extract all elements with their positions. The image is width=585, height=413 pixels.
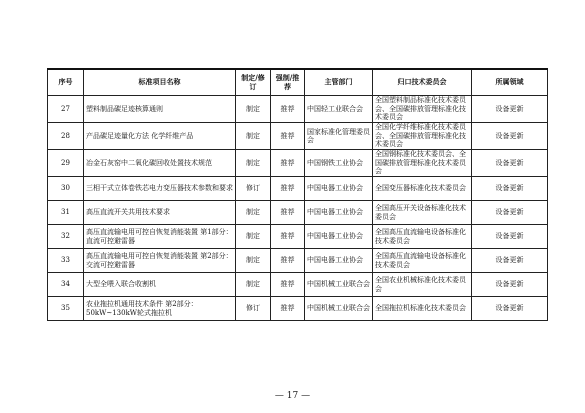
row-name: 大型全喂入联合收割机	[84, 273, 236, 297]
table-header-row	[48, 69, 548, 96]
row-field: 设备更新	[472, 123, 548, 150]
row-dept: 中国电器工业协会	[305, 225, 373, 249]
row-field: 设备更新	[472, 273, 548, 297]
row-nature: 推荐	[271, 225, 305, 249]
row-field: 设备更新	[472, 150, 548, 177]
row-dept: 国家标准化管理委员会	[305, 123, 373, 150]
table-row	[48, 123, 548, 150]
row-no: 35	[48, 297, 84, 321]
row-field: 设备更新	[472, 249, 548, 273]
row-type: 制定	[236, 201, 271, 225]
row-nature: 推荐	[271, 123, 305, 150]
standards-table	[47, 68, 548, 321]
row-type: 制定	[236, 96, 271, 123]
row-name: 产品碳足迹量化方法 化学纤维产品	[84, 123, 236, 150]
row-no: 30	[48, 177, 84, 201]
row-committee: 全国高压直流输电设备标准化技术委员会	[373, 225, 472, 249]
table-row	[48, 177, 548, 201]
page-number: — 17 —	[274, 391, 311, 401]
row-name: 农业拖拉机通用技术条件 第2部分：50kW~130kW轮式拖拉机	[84, 297, 236, 321]
row-name: 塑料制品碳足迹核算通则	[84, 96, 236, 123]
row-type: 修订	[236, 297, 271, 321]
header-committee: 归口技术委员会	[373, 69, 472, 96]
table-row	[48, 249, 548, 273]
row-field: 设备更新	[472, 225, 548, 249]
row-nature: 推荐	[271, 201, 305, 225]
row-field: 设备更新	[472, 96, 548, 123]
row-name: 高压直流开关共用技术要求	[84, 201, 236, 225]
row-field: 设备更新	[472, 297, 548, 321]
row-dept: 中国电器工业协会	[305, 249, 373, 273]
row-no: 32	[48, 225, 84, 249]
row-no: 29	[48, 150, 84, 177]
header-no: 序号	[48, 69, 84, 96]
row-type: 修订	[236, 177, 271, 201]
table-row	[48, 150, 548, 177]
row-field: 设备更新	[472, 201, 548, 225]
row-committee: 全国塑料制品标准化技术委员会、全国碳排放管理标准化技术委员会	[373, 96, 472, 123]
row-nature: 推荐	[271, 297, 305, 321]
table-row	[48, 225, 548, 249]
row-dept: 中国轻工业联合会	[305, 96, 373, 123]
table-row	[48, 273, 548, 297]
row-no: 33	[48, 249, 84, 273]
row-name: 冶金石灰窑中二氧化碳回收处置技术规范	[84, 150, 236, 177]
row-dept: 中国钢铁工业协会	[305, 150, 373, 177]
row-type: 制定	[236, 249, 271, 273]
row-nature: 推荐	[271, 273, 305, 297]
row-type: 制定	[236, 273, 271, 297]
row-name: 高压直流输电用可控自恢复消能装置 第2部分：交流可控避雷器	[84, 249, 236, 273]
row-no: 34	[48, 273, 84, 297]
row-nature: 推荐	[271, 150, 305, 177]
row-type: 制定	[236, 123, 271, 150]
row-committee: 全国农业机械标准化技术委员会	[373, 273, 472, 297]
header-nature: 强制/推荐	[271, 69, 305, 96]
row-type: 制定	[236, 225, 271, 249]
row-committee: 全国拖拉机标准化技术委员会	[373, 297, 472, 321]
row-nature: 推荐	[271, 249, 305, 273]
table-row	[48, 201, 548, 225]
row-committee: 全国化学纤维标准化技术委员会、全国碳排放管理标准化技术委员会	[373, 123, 472, 150]
table-row	[48, 96, 548, 123]
row-committee: 全国高压直流输电设备标准化技术委员会	[373, 249, 472, 273]
row-committee: 全国钢标准化技术委员会、全国碳排放管理标准化技术委员会	[373, 150, 472, 177]
row-nature: 推荐	[271, 96, 305, 123]
row-committee: 全国变压器标准化技术委员会	[373, 177, 472, 201]
row-no: 28	[48, 123, 84, 150]
row-name: 高压直流输电用可控自恢复消能装置 第1部分：直流可控避雷器	[84, 225, 236, 249]
table-row	[48, 297, 548, 321]
row-no: 31	[48, 201, 84, 225]
row-committee: 全国高压开关设备标准化技术委员会	[373, 201, 472, 225]
row-dept: 中国电器工业协会	[305, 177, 373, 201]
row-dept: 中国电器工业协会	[305, 201, 373, 225]
row-name: 三相干式立体卷铁芯电力变压器技术参数和要求	[84, 177, 236, 201]
row-field: 设备更新	[472, 177, 548, 201]
row-type: 制定	[236, 150, 271, 177]
row-dept: 中国机械工业联合会	[305, 273, 373, 297]
header-field: 所属领域	[472, 69, 548, 96]
header-type: 制定/修订	[236, 69, 271, 96]
row-dept: 中国机械工业联合会	[305, 297, 373, 321]
header-name: 标准项目名称	[84, 69, 236, 96]
row-no: 27	[48, 96, 84, 123]
row-nature: 推荐	[271, 177, 305, 201]
header-dept: 主管部门	[305, 69, 373, 96]
